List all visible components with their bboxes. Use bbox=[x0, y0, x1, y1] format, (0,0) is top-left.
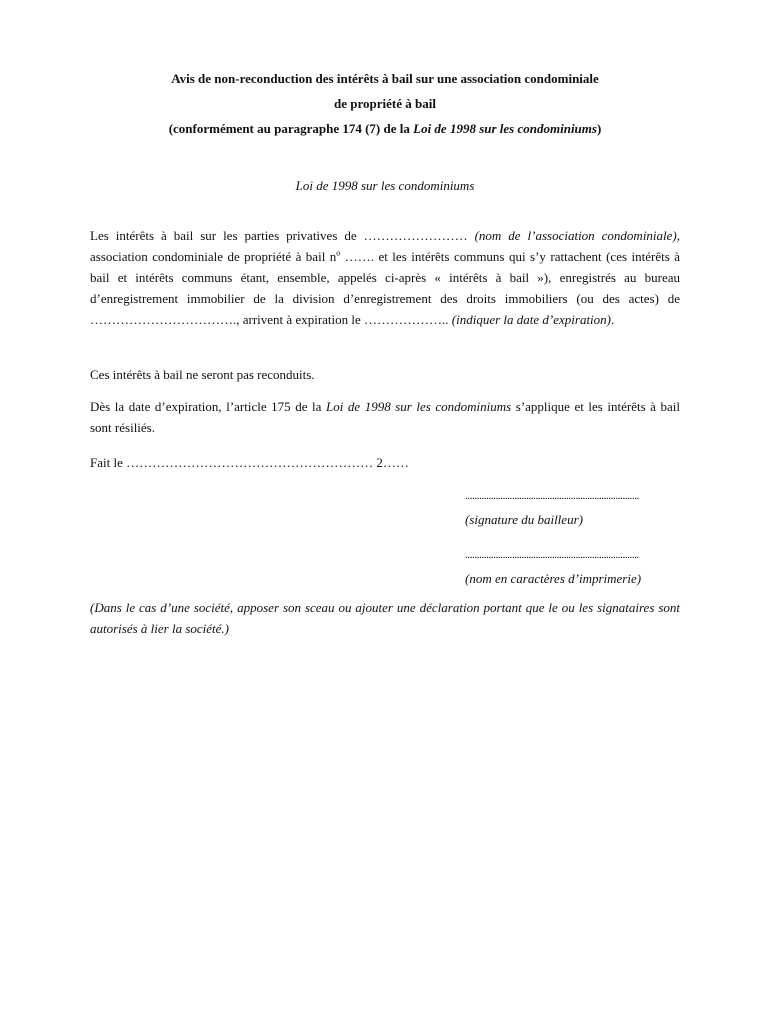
name-label: (nom en caractères d’imprimerie) bbox=[465, 571, 642, 586]
title-line3-law-name: Loi de 1998 sur les condominiums bbox=[413, 121, 597, 136]
para1-part-a: Les intérêts à bail sur les parties privatives de …………………… bbox=[90, 228, 475, 243]
para1-part-c: ……. et les intérêts communs qui s’y rattachent (ces intérêts à bail et intérêts communs étant, ensemble, appelés ci-après « intérêts à bail »), enregistrés au bureau d’enregistrement immobilier de la division d’enregistrement des droits immobiliers (ou des actes) de ……………………………., arrivent à expiration le ……………….. bbox=[90, 249, 680, 327]
paragraph-leasehold-interests bbox=[90, 225, 680, 330]
document-subtitle: Loi de 1998 sur les condominiums bbox=[295, 178, 475, 193]
company-footnote: (Dans le cas d’une société, apposer son sceau ou ajouter une déclaration portant que le ou les signataires sont autorisés à lier la société.) bbox=[90, 600, 680, 636]
para1-expiration-hint: (indiquer la date d’expiration) bbox=[451, 312, 611, 327]
title-line3-before: (conformément au paragraphe 174 (7) de la bbox=[168, 121, 414, 136]
title-line3-after: ) bbox=[596, 121, 602, 136]
para3-part-b: s’applique et les intérêts à bail sont résiliés. bbox=[90, 399, 680, 435]
para1-part-e: . bbox=[611, 312, 615, 327]
name-dotted-line: .......................................................................... bbox=[465, 549, 639, 561]
para3-law-name: Loi de 1998 sur les condominiums bbox=[325, 399, 512, 414]
para1-part-b: association condominiale de propriété à bail n bbox=[90, 249, 337, 264]
signature-dotted-line: .......................................................................... bbox=[465, 490, 639, 502]
document-title-line1: Avis de non-reconduction des intérêts à bail sur une association condominiale bbox=[171, 71, 599, 86]
para3-part-a: Dès la date d’expiration, l’article 175 de la bbox=[90, 399, 326, 414]
para1-association-name-hint: (nom de l’association condominiale), bbox=[474, 228, 681, 243]
signature-label: (signature du bailleur) bbox=[465, 512, 583, 527]
paragraph-termination bbox=[90, 396, 680, 438]
document-title-line2: de propriété à bail bbox=[334, 96, 436, 111]
document-title-line3 bbox=[90, 121, 680, 137]
fait-le-line: Fait le ………………………………………………… 2…… bbox=[90, 455, 409, 470]
para1-number-sup: o bbox=[336, 248, 341, 258]
paragraph-not-renewed: Ces intérêts à bail ne seront pas reconduits. bbox=[90, 367, 315, 382]
